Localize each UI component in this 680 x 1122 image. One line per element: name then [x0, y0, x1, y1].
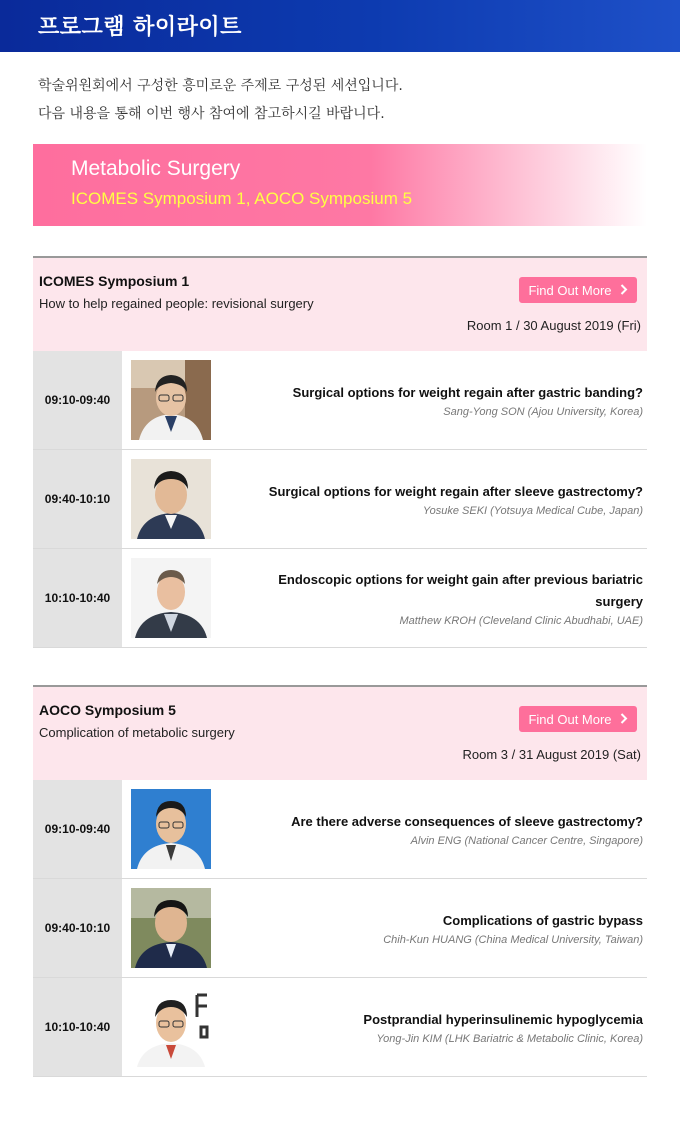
talk-title: Surgical options for weight regain after sleeve gastrectomy? — [268, 484, 643, 499]
talk-info — [243, 450, 643, 548]
session-subtitle: Complication of metabolic surgery — [39, 725, 235, 740]
talk-row — [33, 351, 647, 450]
talk-title: Postprandial hyperinsulinemic hypoglycemia — [363, 1012, 643, 1027]
talk-row — [33, 450, 647, 549]
speaker-photo — [131, 789, 211, 869]
speaker-photo — [131, 987, 211, 1067]
talk-time: 09:10-09:40 — [33, 351, 122, 449]
speaker-photo — [131, 459, 211, 539]
page-header — [0, 0, 680, 52]
talk-speaker: Chih-Kun HUANG (China Medical University, Taiwan) — [383, 934, 643, 946]
talk-speaker: Matthew KROH (Cleveland Clinic Abudhabi, UAE) — [399, 615, 643, 627]
talk-speaker: Yosuke SEKI (Yotsuya Medical Cube, Japan) — [422, 505, 643, 517]
talk-title: Complications of gastric bypass — [442, 913, 643, 928]
intro-line-2: 다음 내용을 통해 이번 행사 참여에 참고하시길 바랍니다. — [38, 106, 385, 122]
talk-speaker: Yong-Jin KIM (LHK Bariatric & Metabolic Clinic, Korea) — [376, 1033, 643, 1045]
speaker-photo — [131, 888, 211, 968]
session-title: ICOMES Symposium 1 — [39, 273, 190, 289]
intro-text — [38, 72, 403, 128]
find-out-more-button[interactable] — [519, 706, 637, 732]
talk-info — [243, 978, 643, 1076]
banner-subtitle: ICOMES Symposium 1, AOCO Symposium 5 — [71, 189, 413, 208]
talk-speaker: Sang-Yong SON (Ajou University, Korea) — [443, 406, 643, 418]
talk-info — [243, 780, 643, 878]
session-header — [33, 256, 647, 351]
talk-info — [243, 879, 643, 977]
talk-row — [33, 879, 647, 978]
page-title: 프로그램 하이라이트 — [38, 15, 242, 40]
talk-info — [243, 549, 643, 647]
speaker-photo — [131, 360, 211, 440]
talk-title: Endoscopic options for weight gain after previous bariatric surgery — [278, 572, 643, 609]
talk-title: Are there adverse consequences of sleeve gastrectomy? — [291, 814, 643, 829]
talk-row — [33, 978, 647, 1077]
banner-title: Metabolic Surgery — [71, 157, 241, 180]
talk-title: Surgical options for weight regain after gastric banding? — [292, 385, 643, 400]
find-out-more-button[interactable] — [519, 277, 637, 303]
talk-time: 09:40-10:10 — [33, 450, 122, 548]
find-out-more-label: Find Out More — [528, 711, 612, 727]
chevron-right-icon — [620, 283, 628, 298]
session-aoco — [33, 685, 647, 1077]
talk-row — [33, 780, 647, 879]
session-room: Room 1 / 30 August 2019 (Fri) — [466, 318, 641, 333]
talk-speaker: Alvin ENG (National Cancer Centre, Singapore) — [410, 835, 643, 847]
session-subtitle: How to help regained people: revisional surgery — [39, 296, 314, 311]
talk-time: 09:10-09:40 — [33, 780, 122, 878]
session-room: Room 3 / 31 August 2019 (Sat) — [462, 747, 641, 762]
session-title: AOCO Symposium 5 — [39, 702, 176, 718]
speaker-photo — [131, 558, 211, 638]
talk-info — [243, 351, 643, 449]
intro-line-1: 학술위원회에서 구성한 흥미로운 주제로 구성된 세션입니다. — [38, 78, 403, 94]
talk-time: 09:40-10:10 — [33, 879, 122, 977]
topic-banner — [33, 144, 647, 226]
session-icomes — [33, 256, 647, 648]
talk-time: 10:10-10:40 — [33, 549, 122, 647]
talk-time: 10:10-10:40 — [33, 978, 122, 1076]
talk-row — [33, 549, 647, 648]
session-header — [33, 685, 647, 780]
find-out-more-label: Find Out More — [528, 282, 612, 298]
chevron-right-icon — [620, 712, 628, 727]
